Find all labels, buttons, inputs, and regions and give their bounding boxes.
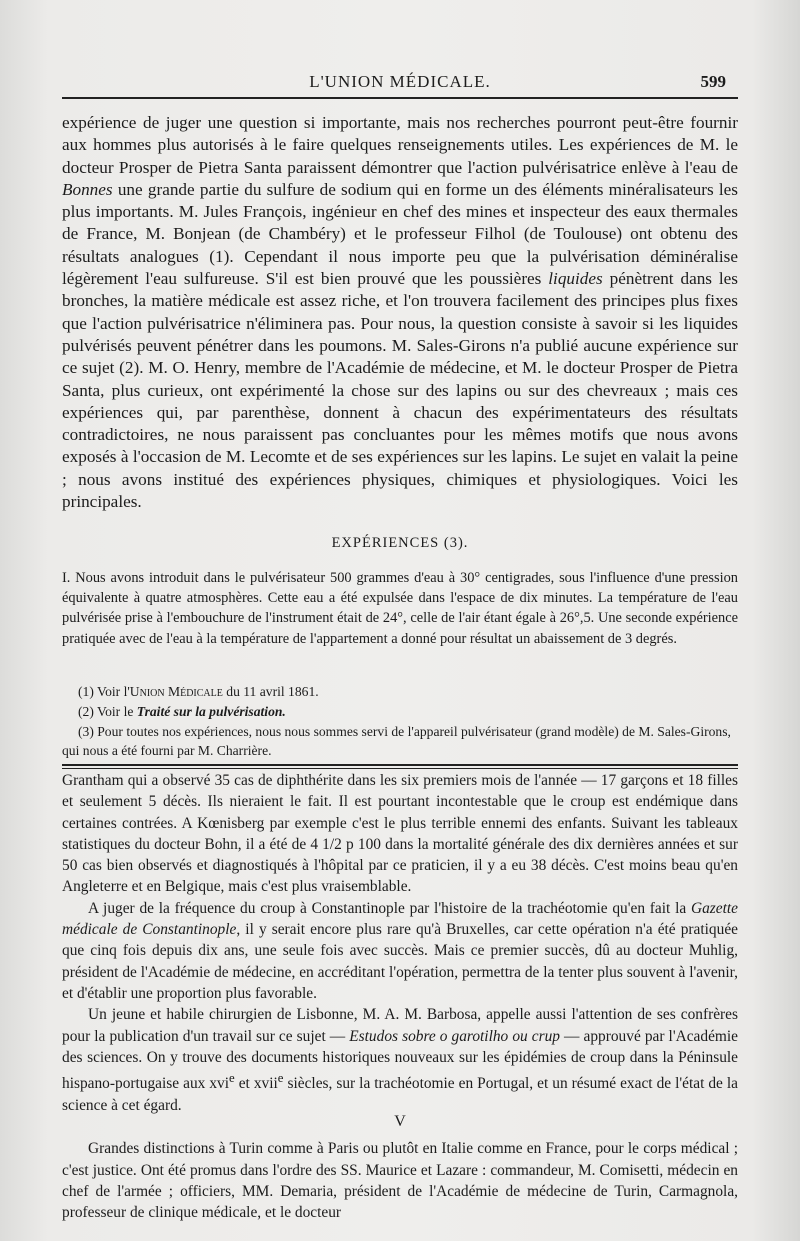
text-run: et xvii	[234, 1075, 278, 1093]
text-run: , il y serait encore plus rare qu'à Bruxelles, car cette opération n'a été pratiquée que cinq fois depuis dix ans, une seule fois avec succès. Mais ce premier succès, dû au docteur Muhlig, président de l'Académie de médecine, en accréditant l'opération, permettra de la tenter plus souvent à l'avenir, et d'établir une proportion plus favorable.	[62, 921, 738, 1002]
feuilleton-paragraph-3	[62, 1004, 738, 1116]
text-run: pénètrent dans les bronches, la matière médicale est assez riche, et l'on trouvera facilement des principes plus fixes que l'action pulvérisatrice n'éliminera pas. Pour nous, la question consiste à savoir si les liquides pulvérisés peuvent pénétrer dans les poumons. M. Sales-Girons n'a publié aucune expérience sur ce sujet (2). M. O. Henry, membre de l'Académie de médecine, et M. le docteur Prosper de Pietra Santa, plus curieux, ont expérimenté la chose sur des lapins ou sur des chevreaux ; mais ces expériences qui, par parenthèse, donnent à chacun des expérimentateurs des résultats contradictoires, ne nous paraissent pas concluantes pour les mêmes motifs que nous avons exposés à l'occasion de M. Lecomte et de ses expériences sur les lapins. Le sujet en valait la peine ; nous avons institué des expériences physiques, chimiques et physiologiques. Voici les principales.	[62, 269, 738, 512]
text-run: une grande partie du sulfure de sodium qui en forme un des éléments minéralisateurs les plus importants. M. Jules François, ingénieur en chef des mines et inspecteur des eaux thermales de France, M. Bonjean (de Chambéry) et le professeur Filhol (de Toulouse) ont obtenu des résultats analogues (1). Cependant il nous importe peu que la pulvérisation déminéralise légèrement l'eau sulfureuse. S'il est bien prouvé que les poussières	[62, 179, 738, 289]
italic-liquides: liquides	[548, 269, 603, 289]
section-v-paragraph: Grandes distinctions à Turin comme à Paris ou plutôt en Italie comme en France, pour le corps médical ; c'est justice. Ont été promus dans l'ordre des SS. Maurice et Lazare : commandeur, M. Comisetti, médecin en chef de l'armée ; officiers, MM. Demaria, président de l'Académie de médecine de Turin, Carmagnola, professeur de clinique médicale, et le docteur	[62, 1140, 738, 1222]
superscript: e	[277, 1071, 284, 1086]
page-number: 599	[700, 72, 726, 91]
feuilleton-paragraph-1: Grantham qui a observé 35 cas de diphthérite dans les six premiers mois de l'année — 17 garçons et 18 filles et seulement 5 décès. Ils nieraient le fait. Il est pourtant incontestable que le croup est endémique dans certaines contrées. A Kœnisberg par exemple c'est le plus terrible ennemi des enfants. Suivant les tableaux statistiques du docteur Bohn, il a été de 4 1/2 p 100 dans la mortalité générale des dix dernières années et sur 50 cas bien observés et diagnostiqués à l'hôpital par ce praticien, il y a eu 38 décès. C'est moins beau qu'en Angleterre et en Belgique, mais c'est plus vraisemblable.	[62, 772, 738, 896]
experiences-heading: EXPÉRIENCES (3).	[331, 535, 469, 551]
page-header	[62, 62, 738, 96]
text-run: — approuvé par l'Académie des sciences. On y trouve des documents historiques nouveaux sur les épidémies de croup dans la Péninsule hispano-portugaise aux xvi	[62, 1027, 738, 1093]
feuilleton-paragraph-2	[62, 898, 738, 1004]
feuilleton-rule-thin	[62, 768, 738, 769]
work-title: Estudos sobre o garotilho ou crup	[349, 1027, 560, 1045]
text-run: du 11 avril 1861.	[222, 684, 319, 699]
header-rule	[62, 97, 738, 99]
feuilleton-rule	[62, 764, 738, 766]
footnote-3: (3) Pour toutes nos expériences, nous nous sommes servi de l'appareil pulvérisateur (grand modèle) de M. Sales-Girons, qui nous a été fourni par M. Charrière.	[62, 723, 731, 759]
text-run: expérience de juger une question si importante, mais nos recherches pourront peut-être fournir aux hommes plus autorisés à le faire quelques renseignements utiles. Les expériences de M. le docteur Prosper de Pietra Santa paraissent démontrer que l'action pulvérisatrice enlève à l'eau de	[62, 113, 738, 177]
article-paragraph	[62, 112, 738, 513]
footnote-2	[62, 702, 738, 722]
footnote-1	[62, 682, 738, 702]
text-run: Un jeune et habile chirurgien de Lisbonne, M. A. M. Barbosa, appelle aussi l'attention de ses confrères pour la publication d'un travail sur ce sujet —	[62, 1006, 738, 1045]
italic-bonnes: Bonnes	[62, 179, 113, 199]
experiences-section	[62, 568, 738, 649]
book-title: Traité sur la pulvérisation.	[136, 703, 286, 719]
section-numeral: V	[394, 1113, 406, 1130]
text-run: (1) Voir l'	[78, 684, 130, 699]
running-title: L'UNION MÉDICALE.	[309, 72, 491, 91]
article-body-top	[62, 112, 738, 513]
journal-name: Union Médicale	[129, 684, 223, 699]
text-run: siècles, sur la trachéotomie en Portugal, et un résumé exact de l'état de la science à cet égard.	[62, 1075, 738, 1114]
section-v	[62, 1111, 738, 1223]
footnotes	[62, 682, 738, 761]
feuilleton-body	[62, 770, 738, 1116]
gazette-title: Gazette médicale de Constantinople	[62, 899, 738, 939]
superscript: e	[229, 1071, 235, 1086]
text-run: A juger de la fréquence du croup à Constantinople par l'histoire de la trachéotomie qu'en fait la	[88, 899, 691, 917]
text-run: (2) Voir le	[78, 703, 137, 719]
experience-item-1: I. Nous avons introduit dans le pulvérisateur 500 grammes d'eau à 30° centigrades, sous l'influence d'une pression équivalente à quatre atmosphères. Cette eau a été expulsée dans l'espace de dix minutes. La température de l'eau pulvérisée prise à l'embouchure de l'instrument était de 24°, celle de l'air étant égale à 26°,5. Une seconde expérience pratiquée avec de l'eau à la température de l'appartement a donné pour résultat un abaissement de 3 degrés.	[62, 570, 738, 647]
